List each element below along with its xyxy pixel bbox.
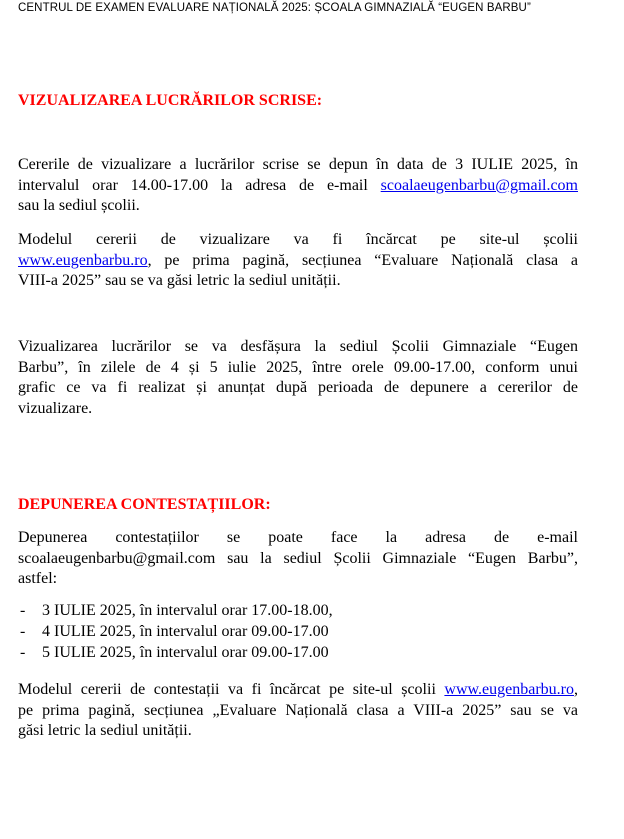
text-line: grafic ce va fi realizat și anunțat după perioada de depunere a cererilor de (18, 379, 578, 396)
paragraph-model-cerere-vizualizare (18, 230, 578, 292)
website-link[interactable]: www.eugenbarbu.ro (444, 681, 574, 698)
text-line (18, 251, 578, 272)
list-marker: - (20, 602, 26, 619)
text-fragment: intervalul orar 14.00-17.00 la adresa de e-mail (18, 176, 381, 194)
text-fragment: Modelul cererii de contestații va fi încărcat pe site-ul școlii (18, 681, 445, 698)
email-link[interactable]: scoalaeugenbarbu@gmail.com (380, 176, 578, 194)
website-link[interactable]: www.eugenbarbu.ro (18, 251, 148, 269)
list-item-text: 5 IULIE 2025, în intervalul orar 09.00-17.00 (42, 644, 329, 661)
text-fragment: , pe prima pagină, secțiunea “Evaluare Națională clasa a (147, 251, 578, 269)
page-header: CENTRUL DE EXAMEN EVALUARE NAȚIONALĂ 2025: ȘCOALA GIMNAZIALĂ “EUGEN BARBU” (18, 2, 531, 14)
list-item (18, 600, 333, 621)
text-line: Vizualizarea lucrărilor se va desfășura la sediul Școlii Gimnaziale “Eugen (18, 338, 578, 355)
text-line: VIII-a 2025” sau se va găsi letric la sediul unității. (18, 272, 341, 289)
text-line: Modelul cererii de vizualizare va fi încărcat pe site-ul școlii (18, 231, 578, 248)
text-line: scoalaeugenbarbu@gmail.com sau la sediul Școlii Gimnaziale “Eugen Barbu”, (18, 549, 578, 567)
text-line: Barbu”, în zilele de 4 și 5 iulie 2025, între orele 09.00-17.00, conform unui (18, 358, 578, 376)
text-line: Cererile de vizualizare a lucrărilor scrise se depun în data de 3 IULIE 2025, în (18, 156, 578, 173)
list-item-text: 3 IULIE 2025, în intervalul orar 17.00-18.00, (42, 602, 333, 619)
list-marker: - (20, 644, 26, 661)
list-item (18, 621, 333, 642)
text-line: găsi letric la sediul unității. (18, 722, 192, 739)
text-fragment: , (574, 681, 578, 698)
text-line (18, 680, 578, 701)
paragraph-desfasurare-vizualizare (18, 337, 578, 419)
text-line: pe prima pagină, secțiunea „Evaluare Națională clasa a VIII-a 2025” sau se va (18, 701, 578, 719)
text-line: Depunerea contestațiilor se poate face la adresa de e-mail (18, 529, 578, 546)
section-heading-vizualizare: VIZUALIZAREA LUCRĂRILOR SCRISE: (18, 92, 323, 109)
section-heading-contestatii: DEPUNEREA CONTESTAȚIILOR: (18, 496, 271, 513)
text-line (18, 176, 578, 197)
text-line: astfel: (18, 570, 58, 587)
intervale-list (18, 600, 333, 663)
text-line: sau la sediul școlii. (18, 197, 140, 214)
paragraph-depunere-contestatii (18, 528, 578, 590)
list-item-text: 4 IULIE 2025, în intervalul orar 09.00-17.00 (42, 623, 329, 640)
paragraph-vizualizare-cereri (18, 155, 578, 217)
list-marker: - (20, 623, 26, 640)
list-item (18, 642, 333, 663)
paragraph-model-cerere-contestatii (18, 680, 578, 742)
text-line: vizualizare. (18, 399, 93, 417)
